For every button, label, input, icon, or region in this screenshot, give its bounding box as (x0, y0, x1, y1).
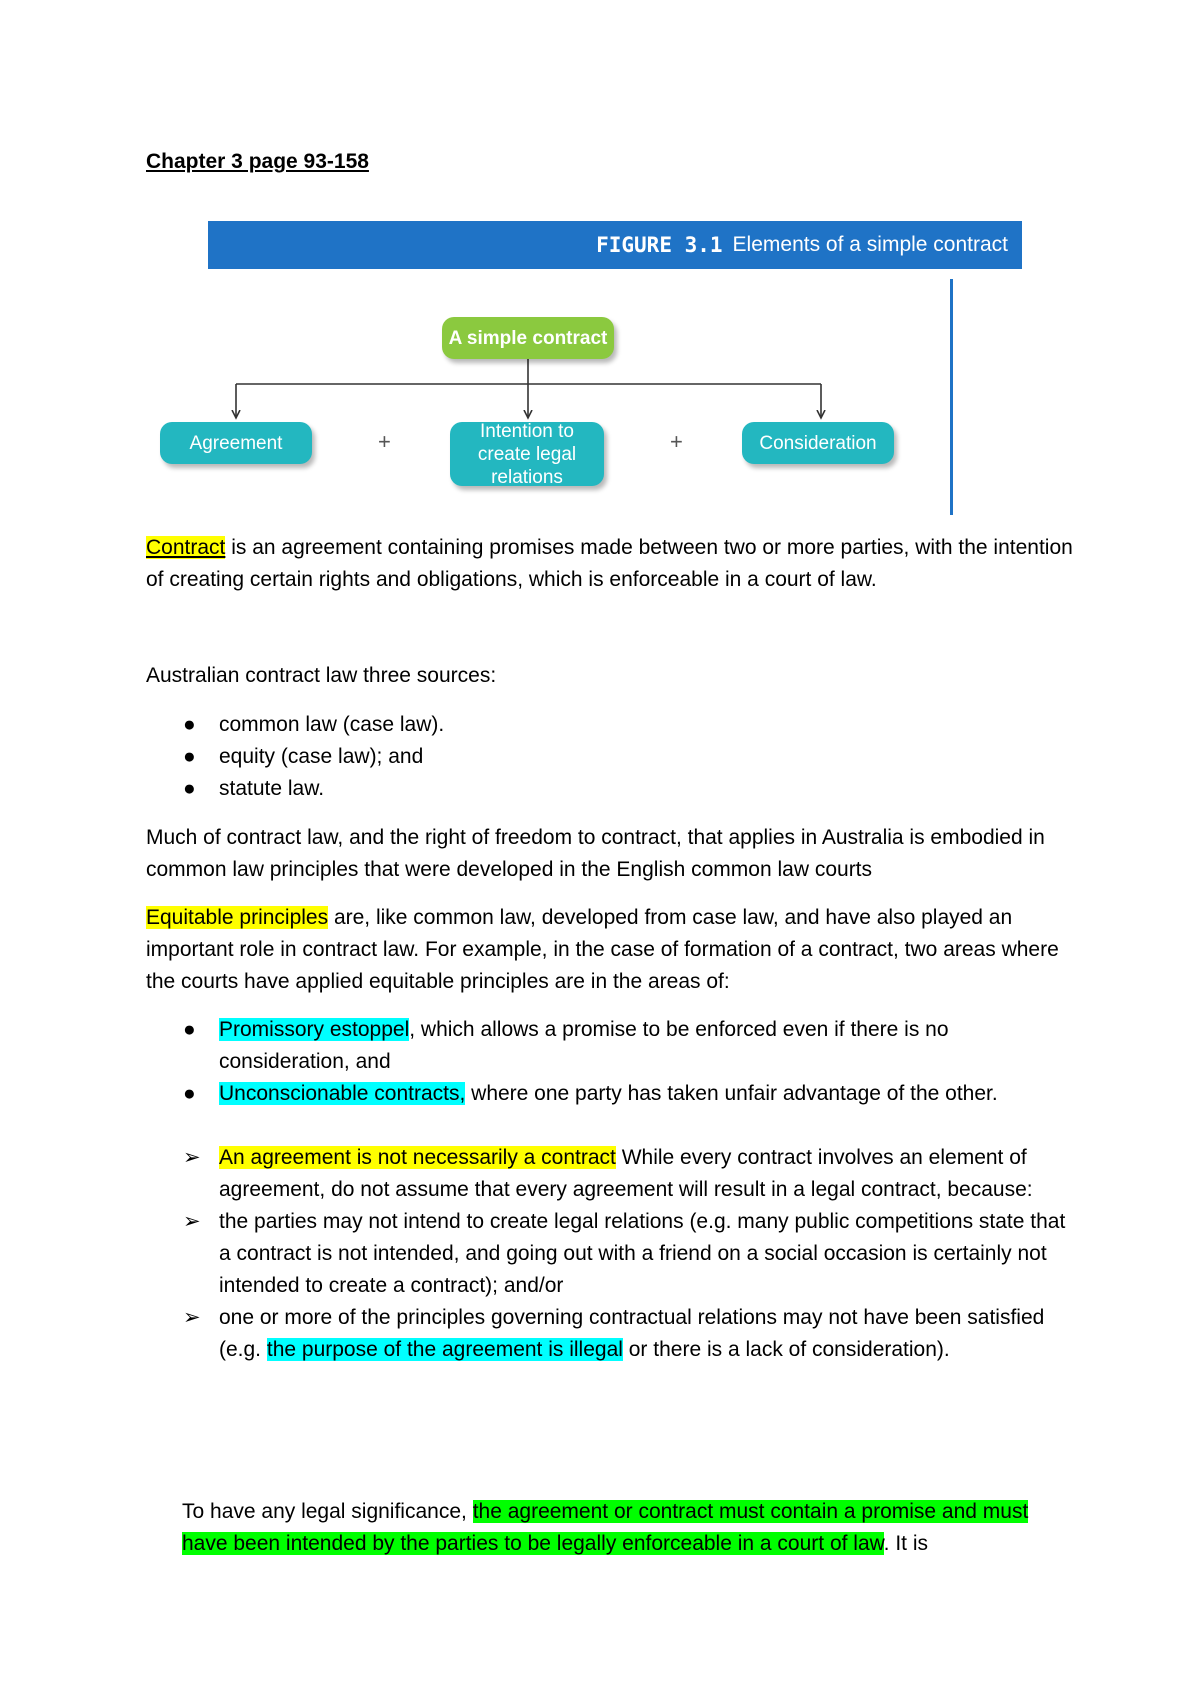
figure-caption: Elements of a simple contract (732, 233, 1008, 256)
significance-paragraph: To have any legal significance, the agreement or contract must contain a promise and must have been intended by the parties to be legally enforceable in a court of law. It is (182, 1500, 1029, 1555)
contract-definition (146, 532, 1076, 596)
arrow-bullet-icon: ➢ (183, 1146, 201, 1169)
highlighted-term: Equitable principles (146, 906, 329, 929)
bullet-dot-icon: ● (183, 1082, 196, 1105)
list-item: ➢ An agreement is not necessarily a contract While every contract involves an element of agreement, do not assume that every agreement will result in a legal contract, because: (146, 1142, 1076, 1206)
list-item: ● equity (case law); and (146, 741, 1076, 773)
figure-node-agreement: Agreement (160, 422, 312, 464)
bullet-dot-icon: ● (183, 745, 196, 768)
bullet-dot-icon: ● (183, 777, 196, 800)
list-item: ● Unconscionable contracts, where one party has taken unfair advantage of the other. (146, 1078, 1076, 1110)
list-item: ● statute law. (146, 773, 1076, 805)
figure-node-intention: Intention to create legal relations (450, 422, 604, 486)
arrow-bullet-icon: ➢ (183, 1306, 201, 1329)
figure-number: FIGURE 3.1 (596, 233, 723, 257)
common-law-paragraph: Much of contract law, and the right of freedom to contract, that applies in Australia is embodied in common law principles that were developed in the English common law courts (146, 826, 1045, 881)
highlighted-phrase: the agreement or contract must contain a promise and must have been intended by the parties to be legally enforceable in a court of law (182, 1500, 1029, 1555)
list-item: ➢ one or more of the principles governing contractual relations may not have been satisfied (e.g. the purpose of the agreement is illegal or there is a lack of consideration). (146, 1302, 1076, 1366)
figure-plus-sign: + (378, 429, 391, 454)
chapter-title: Chapter 3 page 93-158 (146, 150, 369, 173)
arrow-bullet-icon: ➢ (183, 1210, 201, 1233)
list-item: ➢ the parties may not intend to create legal relations (e.g. many public competitions state that a contract is not intended, and going out with a friend on a social occasion is certainly not intended to create a contract); and/or (146, 1206, 1076, 1302)
list-item: ● common law (case law). (146, 709, 1076, 741)
figure-root-node: A simple contract (442, 317, 614, 359)
equitable-text: are, like common law, developed from case law, and have also played an important role in contract law. For example, in the case of formation of a contract, two areas where the courts have applied equitable principles are in the areas of: (146, 906, 1059, 993)
figure-node-consideration: Consideration (742, 422, 894, 464)
agreement-list (146, 1142, 1076, 1366)
figure-plus-sign: + (670, 429, 683, 454)
bullet-dot-icon: ● (183, 713, 196, 736)
list-item: ● Promissory estoppel, which allows a promise to be enforced even if there is no consideration, and (146, 1014, 1076, 1078)
definition-text: is an agreement containing promises made between two or more parties, with the intention of creating certain rights and obligations, which is enforceable in a court of law. (146, 536, 1073, 591)
equitable-list (146, 1014, 1076, 1110)
highlighted-term: Contract (146, 536, 226, 559)
bullet-dot-icon: ● (183, 1018, 196, 1041)
sources-list (146, 709, 1076, 805)
sources-intro: Australian contract law three sources: (146, 664, 497, 687)
equitable-paragraph (146, 902, 1076, 998)
